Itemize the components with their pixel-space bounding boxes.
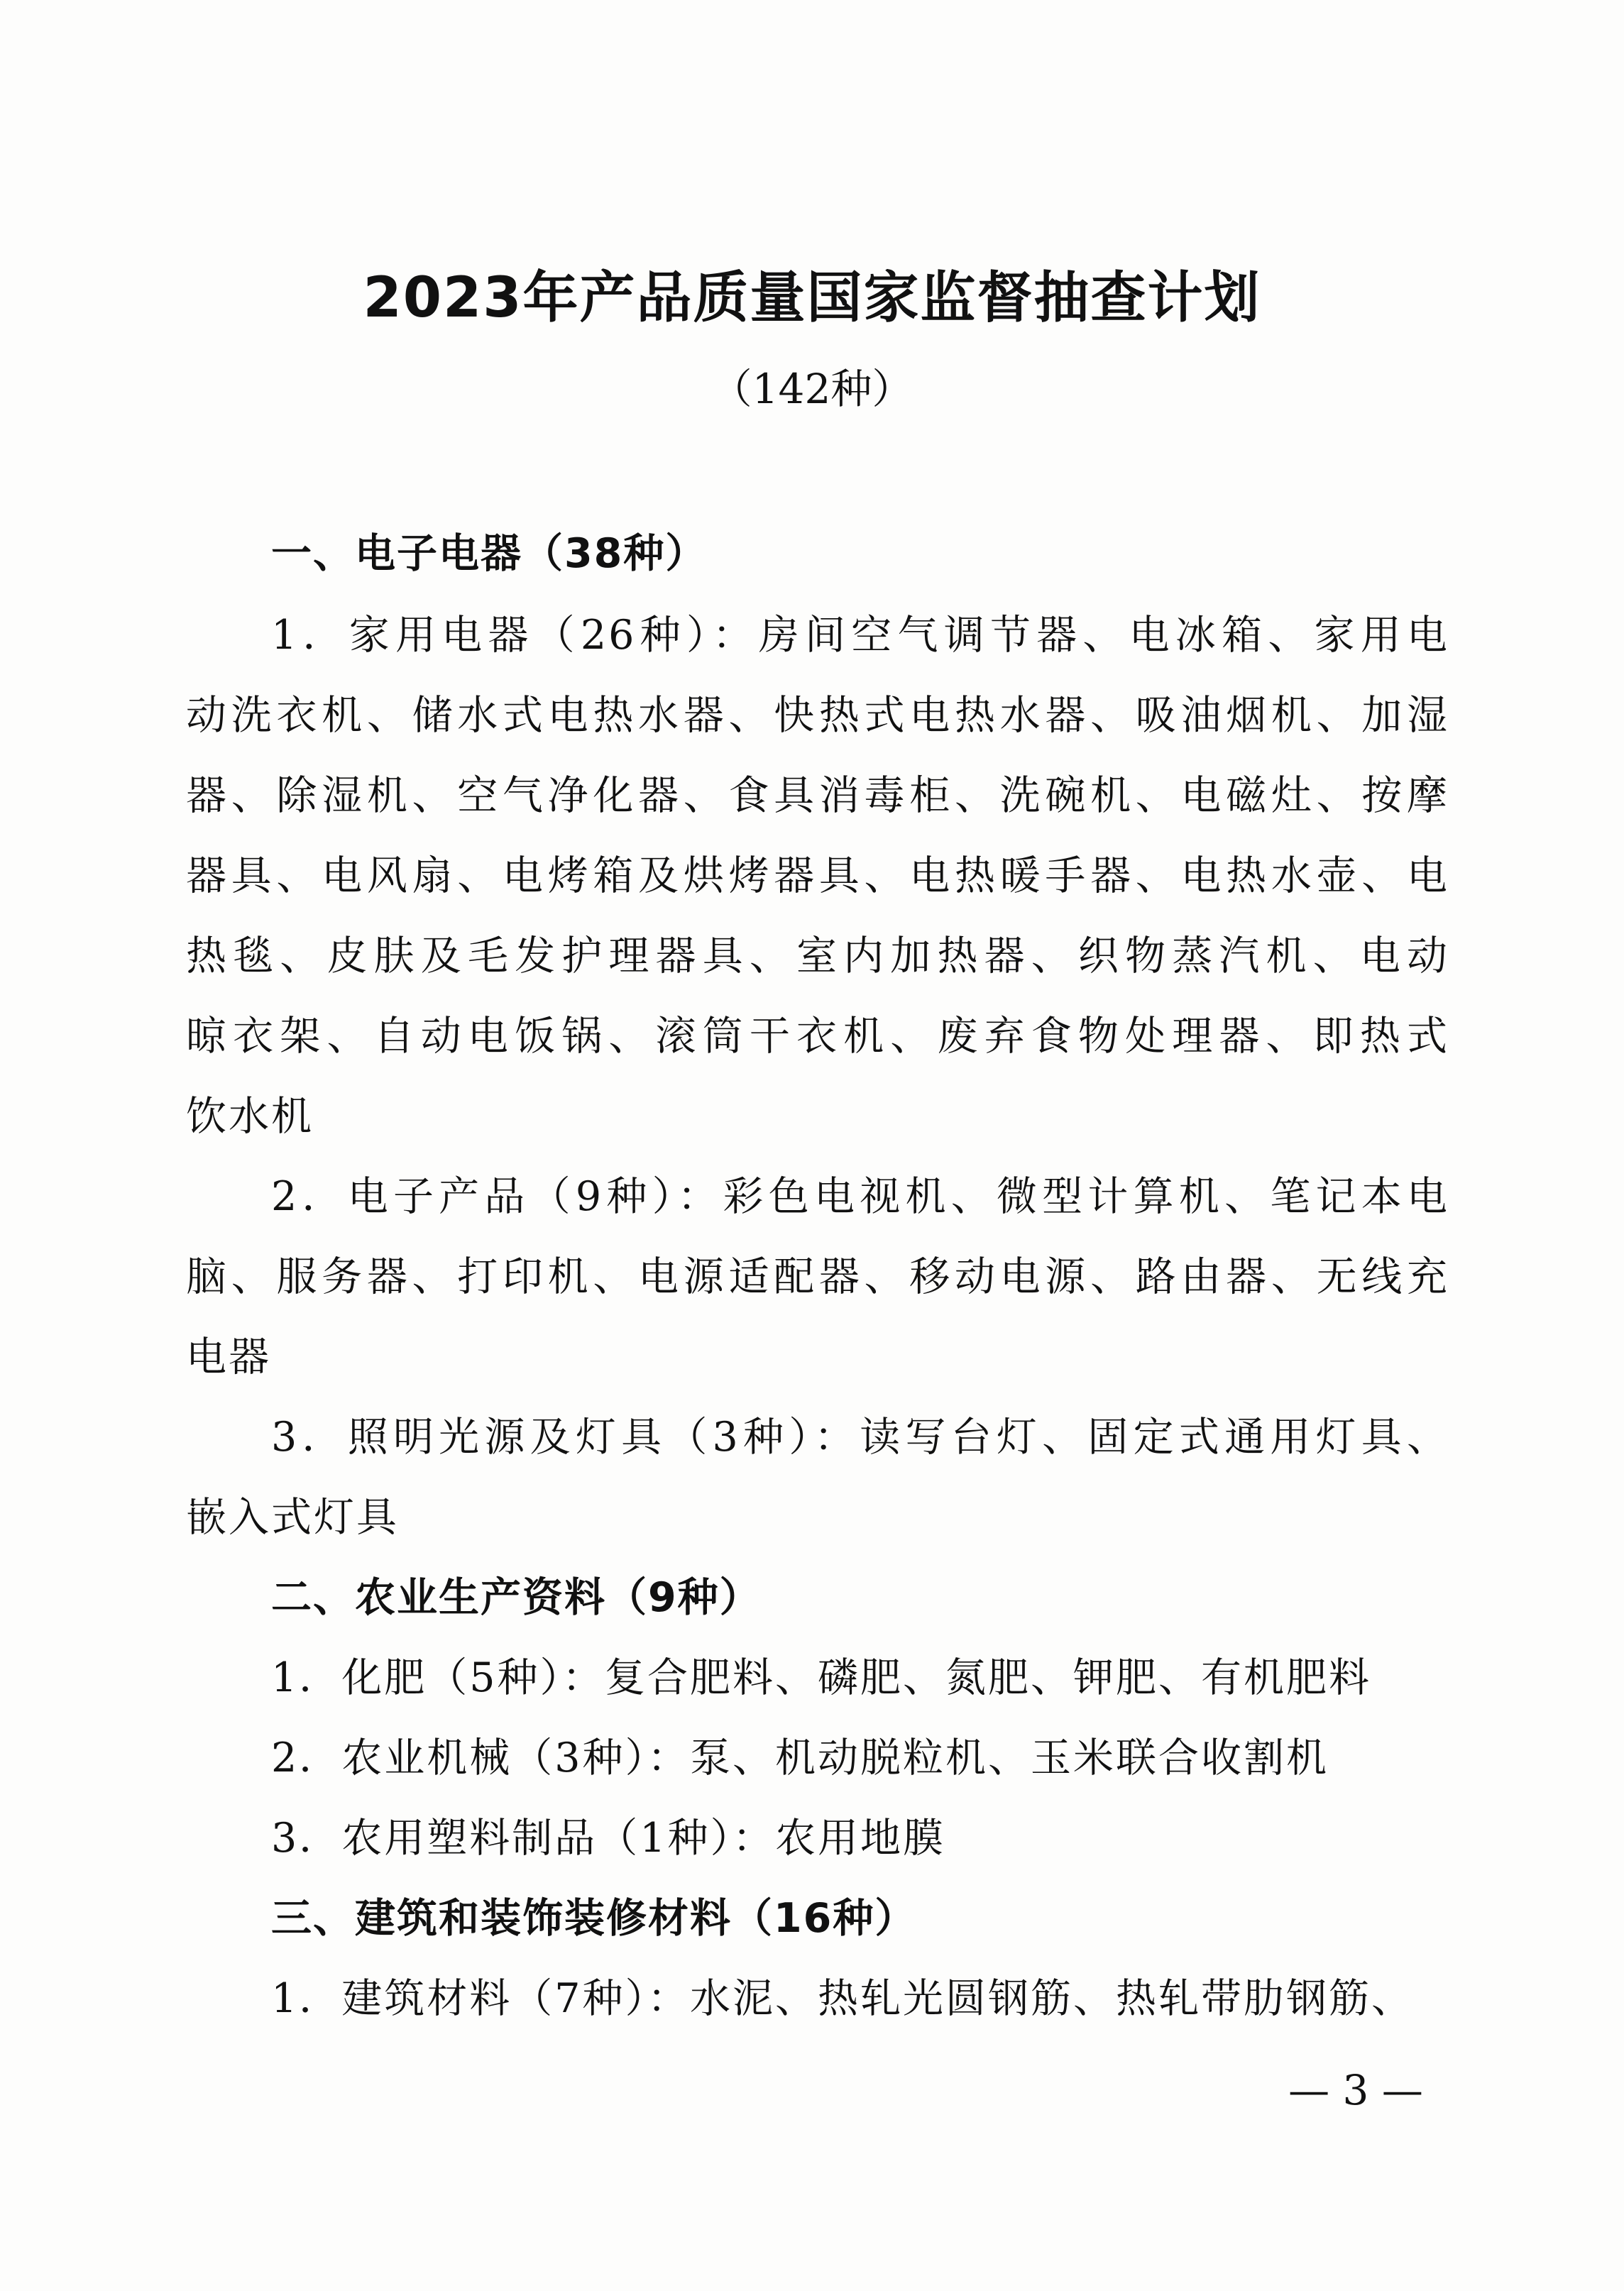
paragraph-line: 饮水机 (186, 1093, 314, 1140)
paragraph-line: 嵌入式灯具 (186, 1494, 399, 1541)
paragraph-line: 热毯、皮肤及毛发护理器具、室内加热器、织物蒸汽机、电动 (186, 933, 1449, 979)
paragraph-line: 3．照明光源及灯具（3种）：读写台灯、固定式通用灯具、 (271, 1414, 1449, 1461)
paragraph-line: 电器 (186, 1334, 271, 1380)
page-number: — 3 — (1288, 2066, 1423, 2114)
paragraph-line: 1．家用电器（26种）：房间空气调节器、电冰箱、家用电 (271, 612, 1449, 659)
section-heading-construction: 三、建筑和装饰装修材料（16种） (271, 1895, 917, 1942)
paragraph-line: 脑、服务器、打印机、电源适配器、移动电源、路由器、无线充 (186, 1253, 1449, 1300)
paragraph-line: 3．农用塑料制品（1种）：农用地膜 (271, 1815, 946, 1862)
section-heading-agriculture: 二、农业生产资料（9种） (271, 1574, 762, 1621)
document-subtitle: （142种） (710, 365, 914, 413)
section-heading-electronics: 一、电子电器（38种） (271, 530, 708, 577)
paragraph-line: 1．化肥（5种）：复合肥料、磷肥、氮肥、钾肥、有机肥料 (271, 1654, 1372, 1701)
paragraph-line: 动洗衣机、储水式电热水器、快热式电热水器、吸油烟机、加湿 (186, 692, 1449, 739)
document-title: 2023年产品质量国家监督抽查计划 (363, 266, 1261, 330)
paragraph-line: 2．农业机械（3种）：泵、机动脱粒机、玉米联合收割机 (271, 1735, 1329, 1781)
paragraph-line: 1．建筑材料（7种）：水泥、热轧光圆钢筋、热轧带肋钢筋、 (271, 1975, 1415, 2022)
paragraph-line: 晾衣架、自动电饭锅、滚筒干衣机、废弃食物处理器、即热式 (186, 1013, 1449, 1060)
paragraph-line: 器具、电风扇、电烤箱及烘烤器具、电热暖手器、电热水壶、电 (186, 852, 1449, 899)
paragraph-line: 器、除湿机、空气净化器、食具消毒柜、洗碗机、电磁灶、按摩 (186, 772, 1449, 819)
paragraph-line: 2．电子产品（9种）：彩色电视机、微型计算机、笔记本电 (271, 1173, 1449, 1220)
